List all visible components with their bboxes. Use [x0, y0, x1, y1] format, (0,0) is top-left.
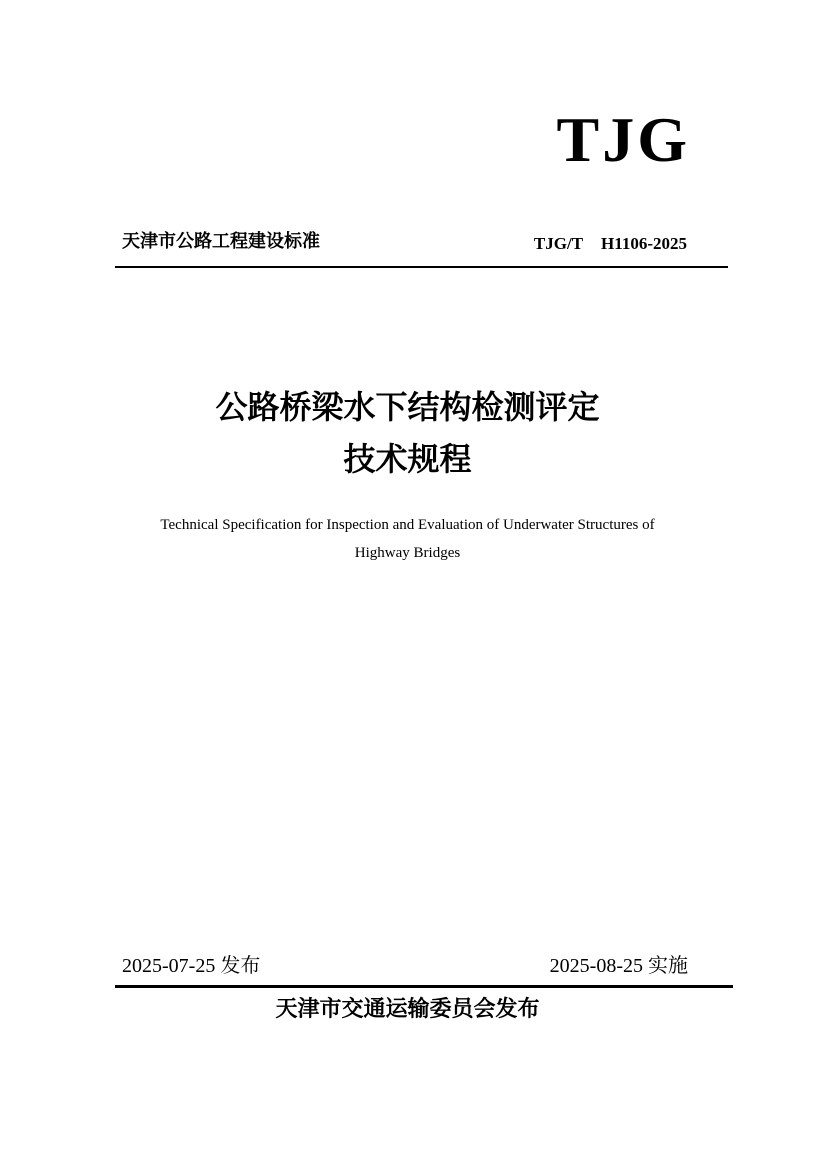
title-cn-line-2: 技术规程 [343, 440, 472, 478]
issue-date: 2025-07-25 发布 [122, 955, 261, 977]
standard-code [534, 235, 687, 252]
standard-code-prefix: TJG/T [533, 234, 584, 253]
implementation-date: 2025-08-25 实施 [549, 955, 688, 977]
standard-code-number: H1106-2025 [601, 234, 687, 253]
document-title-cn [0, 381, 815, 485]
title-en-line-1: Technical Specification for Inspection and Evaluation of Underwater Structures of [160, 517, 655, 533]
tjg-logo: TJG [556, 104, 690, 175]
header-divider [115, 266, 728, 268]
title-cn-line-1: 公路桥梁水下结构检测评定 [215, 388, 600, 426]
standard-series-label: 天津市公路工程建设标准 [122, 231, 320, 252]
document-title-en [130, 511, 685, 567]
publisher: 天津市交通运输委员会发布 [275, 996, 540, 1022]
footer-divider [115, 985, 733, 988]
title-en-line-2: Highway Bridges [354, 545, 461, 561]
